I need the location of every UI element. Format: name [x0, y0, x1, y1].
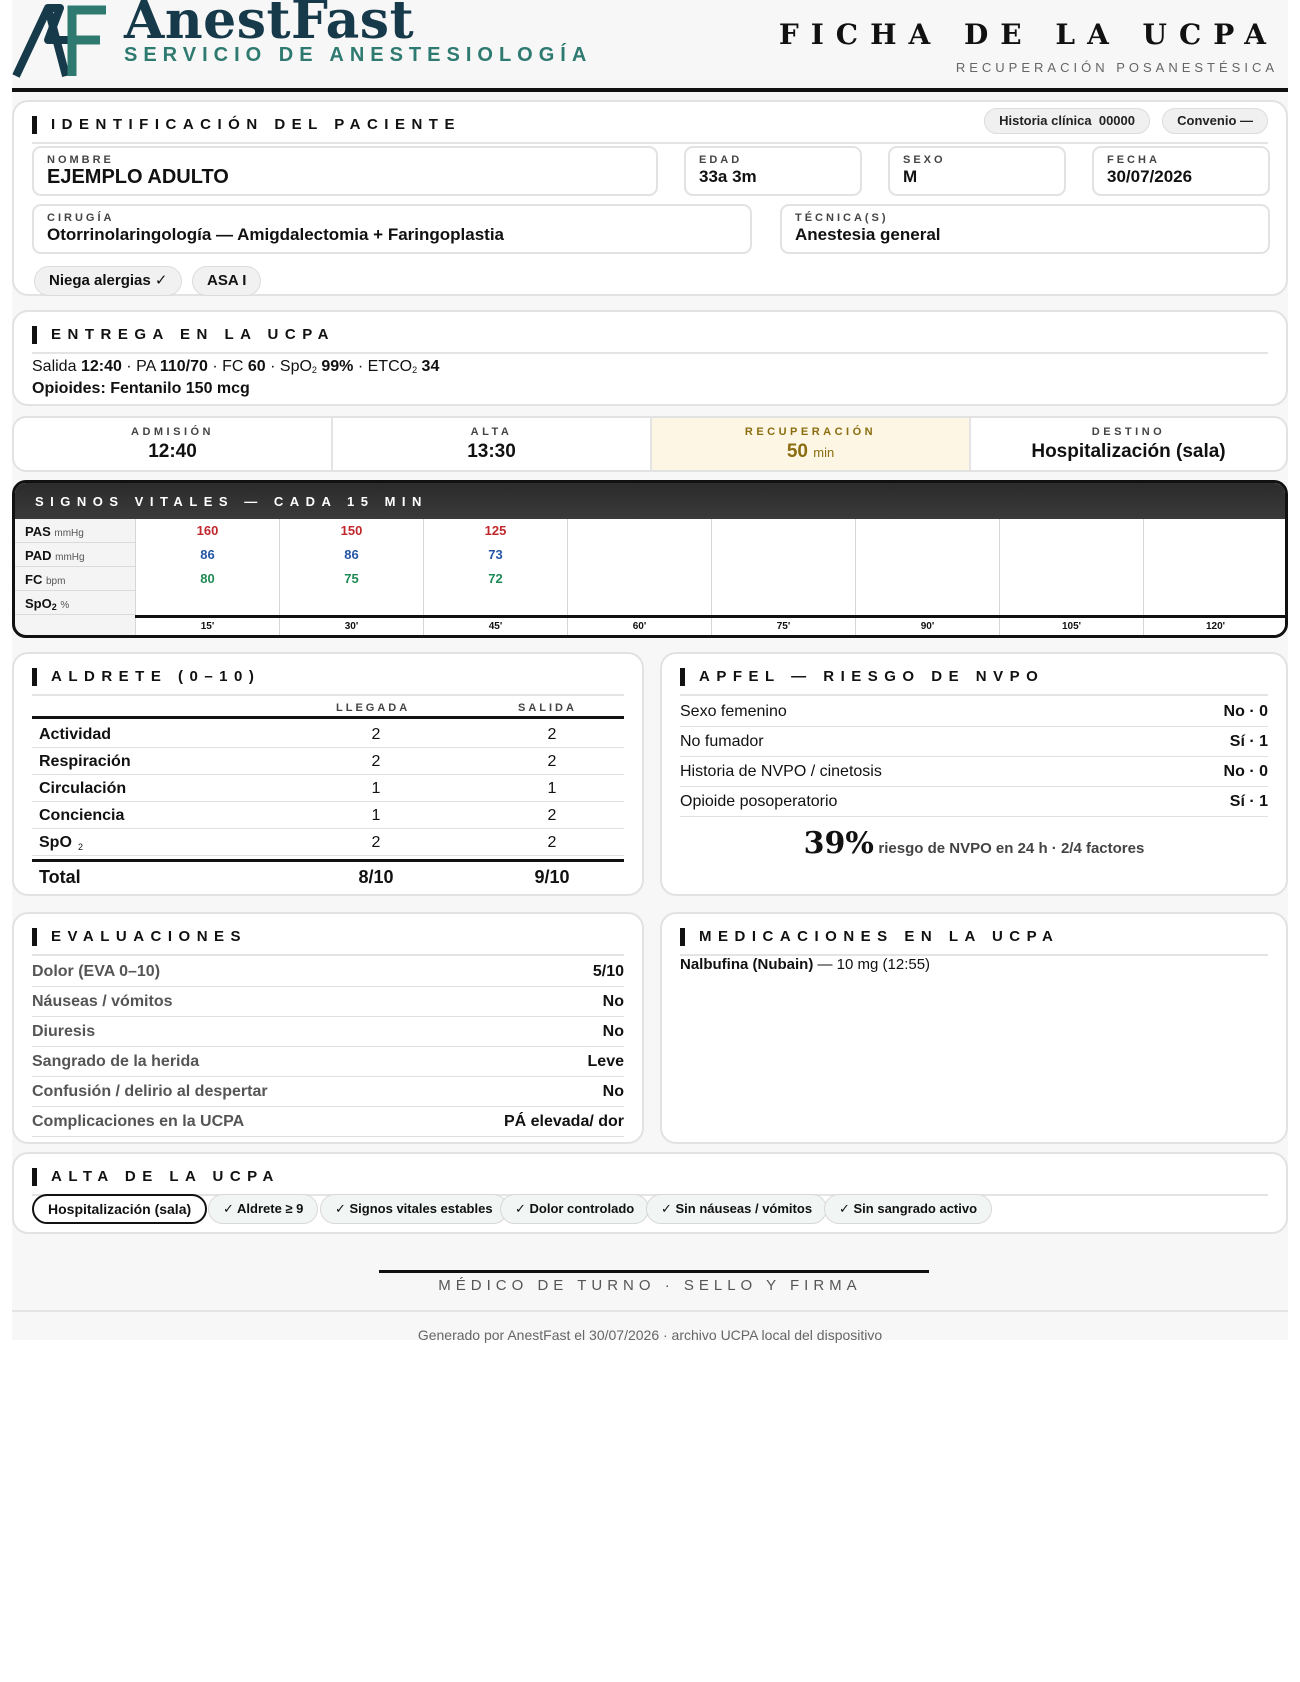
section-title: IDENTIFICACIÓN DEL PACIENTE: [32, 114, 1268, 144]
handover-summary: Salida 12:40 · PA 110/70 · FC 60 · SpO$_2$ $99\% \cdot ETCO_2$ 34: [32, 358, 440, 375]
vitals-cell: 72: [423, 567, 567, 591]
vitals-cell: 86: [135, 543, 279, 567]
handover-opioids: Opioides: Fentanilo 150 mcg: [32, 380, 250, 397]
asa-chip: ASA I: [192, 266, 261, 296]
vitals-cell: [999, 591, 1143, 615]
section-title: MEDICACIONES EN LA UCPA: [680, 926, 1268, 956]
apfel-risk: [662, 826, 1286, 861]
vitals-row: [15, 519, 1285, 543]
convenio-badge: Convenio —: [1162, 108, 1268, 134]
allergies-chip: Niega alergias ✓: [34, 266, 182, 296]
vitals-cell: [567, 567, 711, 591]
vitals-cell: [567, 519, 711, 543]
evaluation-row: Dolor (EVA 0–10) 5/10: [32, 956, 624, 987]
apfel-row: Sexo femenino No · 0: [680, 696, 1268, 727]
footer-text: Generado por AnestFast el 30/07/2026 · archivo UCPA local del dispositivo: [417, 1327, 883, 1343]
vitals-time-tick: 30': [279, 618, 423, 638]
brand-name: AnestFast: [124, 0, 415, 51]
discharge-criterion-chip: ✓ Sin náuseas / vómitos: [646, 1194, 827, 1224]
vitals-cell: [711, 543, 855, 567]
vitals-cell: 80: [135, 567, 279, 591]
apfel-risk-text: riesgo de NVPO en 24 h · 2/4 factores: [878, 840, 1145, 857]
apfel-card: [660, 652, 1288, 896]
evaluation-row: Diuresis No: [32, 1016, 624, 1047]
page-header: [12, 0, 1288, 88]
admission-cell: ADMISIÓN 12:40: [14, 418, 333, 470]
vital-signs-table: [12, 480, 1288, 638]
evaluations-card: [12, 912, 644, 1144]
vitals-cell: [999, 519, 1143, 543]
vitals-row-label: SpO$_2$ %: [25, 596, 70, 612]
date-field: FECHA 30/07/2026: [1092, 146, 1270, 196]
discharge-criterion-chip: ✓ Aldrete ≥ 9: [208, 1194, 318, 1224]
evaluation-row: Náuseas / vómitos No: [32, 986, 624, 1017]
vitals-time-tick: 15': [135, 618, 279, 638]
section-title: EVALUACIONES: [32, 926, 624, 956]
vitals-cell: 73: [423, 543, 567, 567]
vitals-time-axis: [135, 615, 1285, 635]
vitals-cell: [711, 567, 855, 591]
age-field: EDAD 33a 3m: [684, 146, 862, 196]
vitals-cell: [999, 567, 1143, 591]
vitals-cell: [567, 591, 711, 615]
clinical-record-badge: Historia clínica 00000: [984, 108, 1150, 134]
section-title: ALTA DE LA UCPA: [32, 1166, 1268, 1196]
recovery-time-cell: RECUPERACIÓN 50 min: [652, 418, 971, 470]
aldrete-row: SpO 2 2 2: [32, 828, 624, 856]
vitals-row-label: PAS mmHg: [25, 524, 84, 539]
vitals-cell: [999, 543, 1143, 567]
discharge-criterion-chip: ✓ Dolor controlado: [500, 1194, 649, 1224]
vitals-cell: [567, 543, 711, 567]
medication-entry: Nalbufina (Nubain) — 10 mg (12:55): [680, 956, 931, 973]
aldrete-row: Circulación 1 1: [32, 774, 624, 802]
vitals-cell: 86: [279, 543, 423, 567]
vitals-cell: 160: [135, 519, 279, 543]
vitals-cell: [279, 591, 423, 615]
handover-card: [12, 310, 1288, 406]
section-title: ALDRETE (0–10): [32, 666, 624, 696]
vitals-cell: [423, 591, 567, 615]
vitals-row-label: PAD mmHg: [25, 548, 85, 563]
name-field: NOMBRE EJEMPLO ADULTO: [32, 146, 658, 196]
discharge-criterion-chip: ✓ Signos vitales estables: [320, 1194, 508, 1224]
discharge-time-cell: ALTA 13:30: [333, 418, 652, 470]
anestfast-logo-icon: [8, 0, 112, 80]
apfel-risk-value: 39%: [803, 826, 874, 861]
vitals-row: [15, 543, 1285, 567]
aldrete-col-arrival: LLEGADA: [336, 702, 411, 714]
footer-divider: [12, 1310, 1288, 1312]
vitals-cell: 125: [423, 519, 567, 543]
vitals-cell: [711, 591, 855, 615]
vitals-cell: [855, 591, 999, 615]
vitals-row-label: FC bpm: [25, 572, 66, 587]
sex-field: SEXO M: [888, 146, 1066, 196]
aldrete-row: Actividad 2 2: [32, 720, 624, 748]
medications-card: [660, 912, 1288, 1144]
aldrete-card: [12, 652, 644, 896]
destination-cell: DESTINO Hospitalización (sala): [1031, 426, 1226, 462]
section-title: ENTREGA EN LA UCPA: [32, 324, 1268, 354]
evaluation-row: Complicaciones en la UCPA PÁ elevada/ dor: [32, 1106, 624, 1137]
section-title: APFEL — RIESGO DE NVPO: [680, 666, 1268, 696]
ucpa-sheet: [12, 0, 1288, 1343]
vitals-time-tick: 105': [999, 618, 1143, 638]
aldrete-total-row: Total 8/10 9/10: [32, 861, 624, 889]
vitals-cell: [855, 543, 999, 567]
evaluation-row: Sangrado de la herida Leve: [32, 1046, 624, 1077]
document-subtitle: RECUPERACIÓN POSANESTÉSICA: [955, 60, 1278, 75]
vitals-time-tick: 120': [1143, 618, 1287, 638]
discharge-card: [12, 1152, 1288, 1234]
discharge-destination-chip: Hospitalización (sala): [32, 1194, 207, 1224]
vitals-cell: [135, 591, 279, 615]
aldrete-col-exit: SALIDA: [518, 702, 577, 714]
surgery-field: CIRUGÍA Otorrinolaringología — Amigdalectomia + Faringoplastia: [32, 204, 752, 254]
vitals-time-tick: 60': [567, 618, 711, 638]
signature-line: [379, 1270, 929, 1273]
header-divider: [12, 88, 1288, 92]
patient-identification-card: [12, 100, 1288, 296]
vitals-cell: [855, 567, 999, 591]
vitals-cell: [711, 519, 855, 543]
timeline-strip: [12, 416, 1288, 472]
aldrete-row: Respiración 2 2: [32, 747, 624, 775]
signature-label: MÉDICO DE TURNO · SELLO Y FIRMA: [438, 1277, 862, 1294]
vitals-row: [15, 591, 1285, 615]
vitals-row: [15, 567, 1285, 591]
aldrete-row: Conciencia 1 2: [32, 801, 624, 829]
document-title: FICHA DE LA UCPA: [778, 18, 1278, 51]
vitals-time-tick: 75': [711, 618, 855, 638]
vitals-header: SIGNOS VITALES — CADA 15 MIN: [15, 483, 1285, 519]
evaluation-row: Confusión / delirio al despertar No: [32, 1076, 624, 1107]
vitals-cell: [1143, 591, 1287, 615]
vitals-cell: [1143, 567, 1287, 591]
vitals-time-tick: 45': [423, 618, 567, 638]
vitals-cell: [855, 519, 999, 543]
brand-subtitle: SERVICIO DE ANESTESIOLOGÍA: [124, 44, 593, 66]
technique-field: TÉCNICA(S) Anestesia general: [780, 204, 1270, 254]
apfel-row: Opioide posoperatorio Sí · 1: [680, 786, 1268, 817]
apfel-row: No fumador Sí · 1: [680, 726, 1268, 757]
vitals-cell: [1143, 543, 1287, 567]
vitals-cell: [1143, 519, 1287, 543]
apfel-row: Historia de NVPO / cinetosis No · 0: [680, 756, 1268, 787]
vitals-cell: 150: [279, 519, 423, 543]
vitals-cell: 75: [279, 567, 423, 591]
discharge-criterion-chip: ✓ Sin sangrado activo: [824, 1194, 992, 1224]
vitals-time-tick: 90': [855, 618, 999, 638]
